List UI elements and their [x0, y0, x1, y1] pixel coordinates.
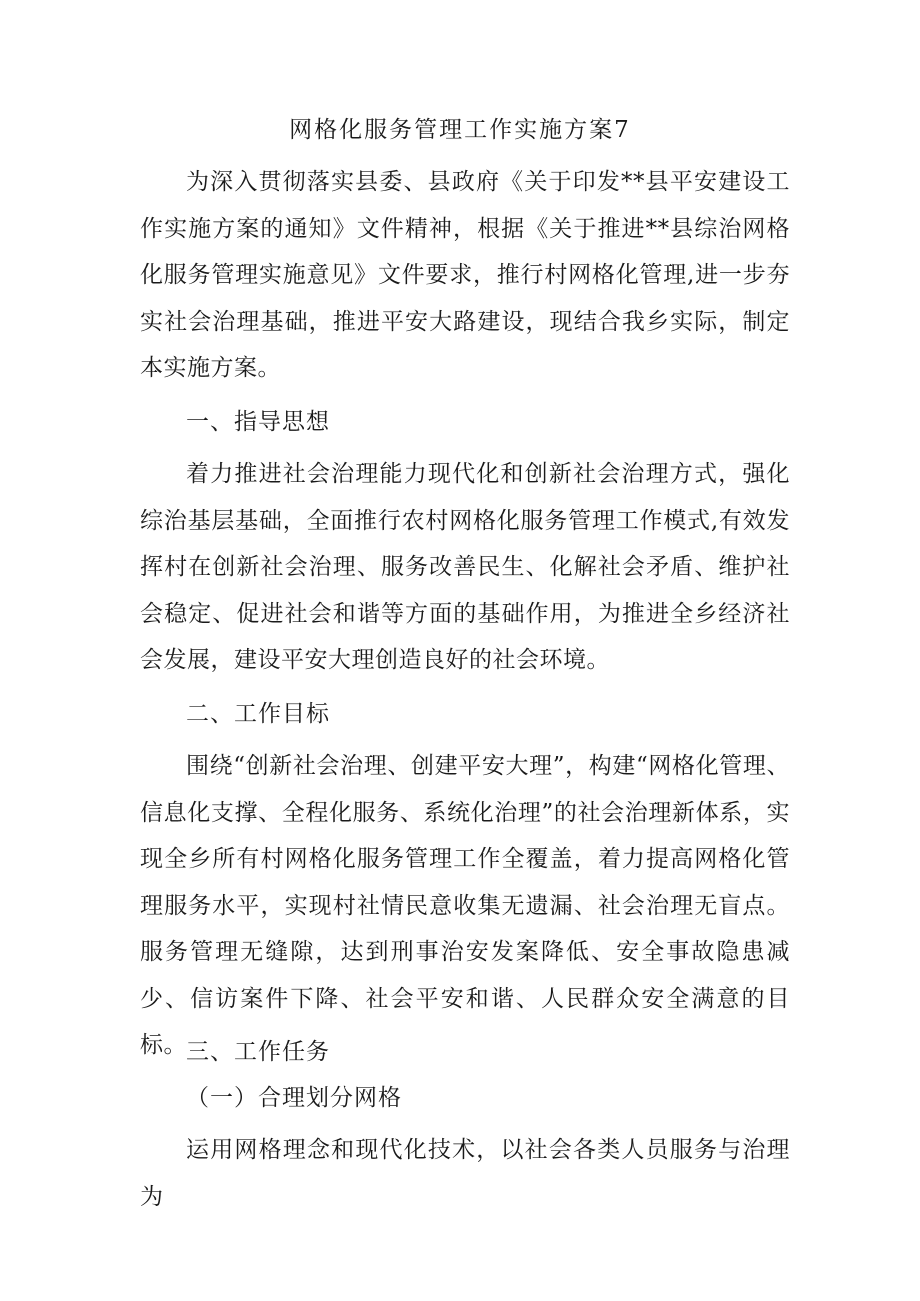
section-heading-work-tasks: 三、工作任务	[186, 1039, 330, 1065]
subsection-heading-grid-division: （一）合理划分网格	[186, 1085, 402, 1111]
section-body-guiding-ideology: 着力推进社会治理能力现代化和创新社会治理方式，强化综治基层基础，全面推行农村网格化服务管理工作模式,有效发挥村在创新社会治理、服务改善民生、化解社会矛盾、维护社会稳定、促进社会和谐等方面的基础作用，为推进全乡经济社会发展，建设平安大理创造良好的社会环境。	[140, 461, 790, 673]
intro-paragraph: 为深入贯彻落实县委、县政府《关于印发**县平安建设工作实施方案的通知》文件精神，根据《关于推进**县综治网格化服务管理实施意见》文件要求，推行村网格化管理,进一步夯实社会治理基础，推进平安大路建设，现结合我乡实际，制定本实施方案。	[140, 169, 790, 381]
section-heading-work-goals: 二、工作目标	[186, 701, 330, 727]
subsection-body-grid-division: 运用网格理念和现代化技术，以社会各类人员服务与治理为	[140, 1137, 790, 1210]
section-heading-guiding-ideology: 一、指导思想	[186, 409, 330, 435]
section-body-work-goals: 围绕“创新社会治理、创建平安大理”，构建“网格化管理、信息化支撑、全程化服务、系统化治理”的社会治理新体系，实现全乡所有村网格化服务管理工作全覆盖，着力提高网格化管理服务水平，实现村社情民意收集无遗漏、社会治理无盲点。服务管理无缝隙，达到刑事治安发案降低、安全事故隐患减少、信访案件下降、社会平安和谐、人民群众安全满意的目标。	[140, 753, 790, 1058]
document-title: 网格化服务管理工作实施方案7	[289, 117, 631, 143]
